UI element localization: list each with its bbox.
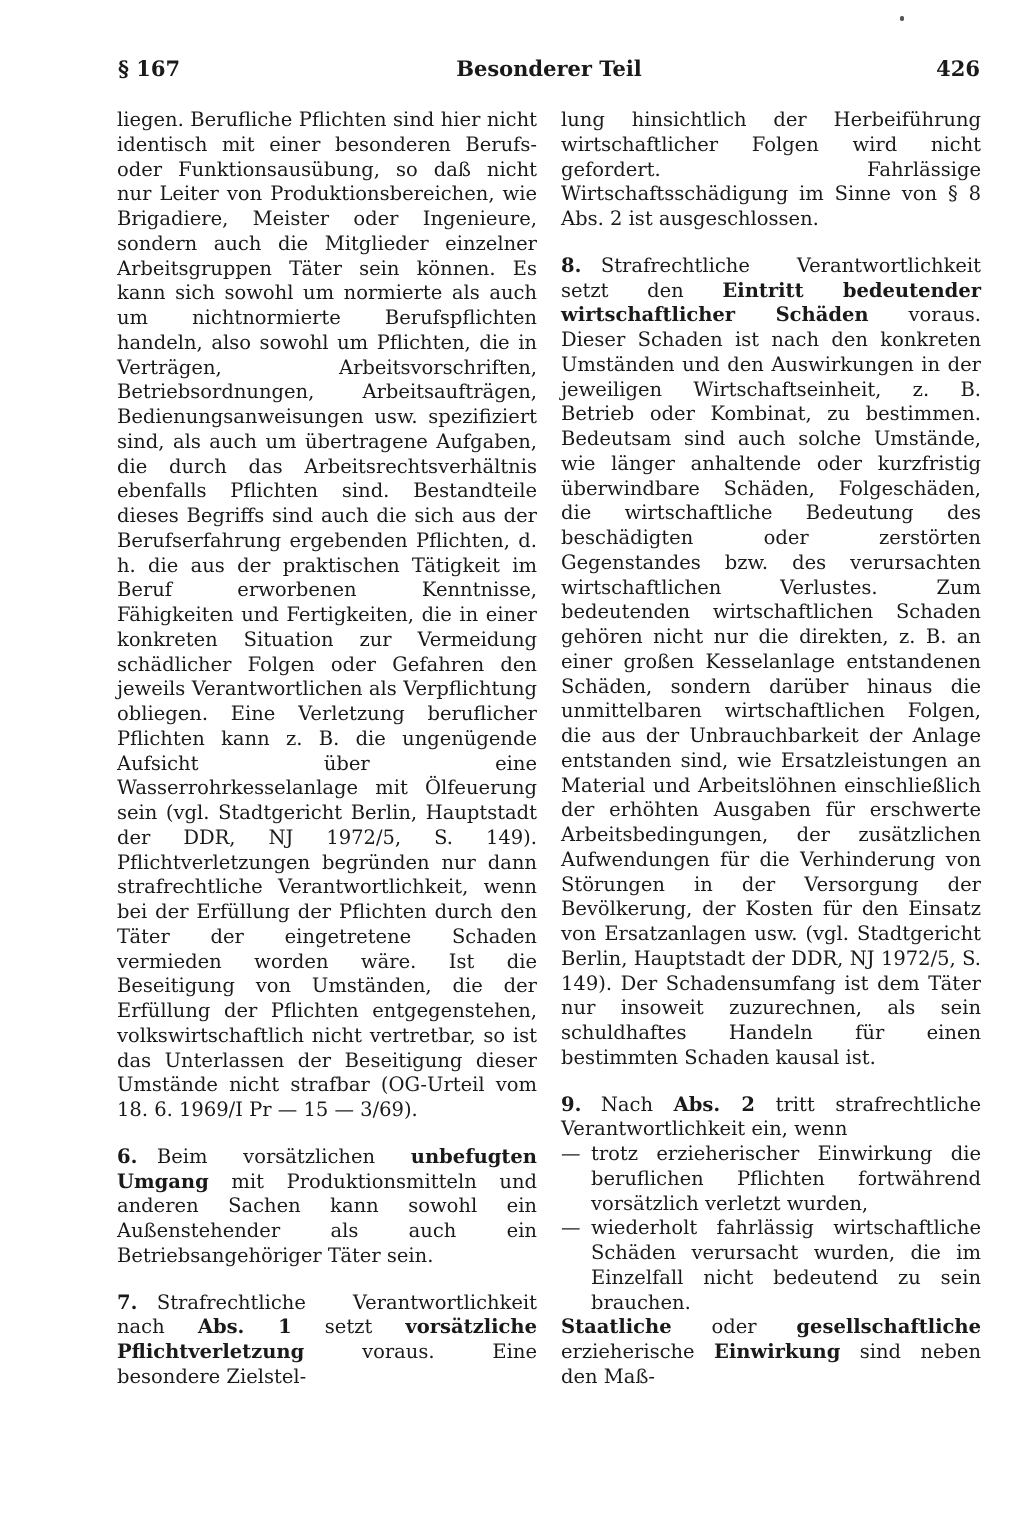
print-speck [900,16,904,21]
paragraph-text: sind neben den Maß- [561,1340,982,1388]
paragraph-text: setzt [324,1315,373,1339]
paragraph-text: oder [711,1315,757,1339]
paragraph-text: voraus. Eine besondere Zielstel- [117,1340,537,1388]
paragraph-9 [561,1093,981,1143]
paragraph-8 [561,254,981,1071]
page-header [118,56,980,88]
emphasis: Einwirkung [713,1340,841,1363]
paragraph-number: 8. [561,253,582,277]
paragraph-number: 7. [117,1290,138,1314]
dash-list [561,1142,981,1315]
paragraph-continuation: lung hinsichtlich der Herbeiführung wirtschaftlicher Folgen wird nicht gefordert. Fahrlässige Wirtschaftsschädigung im Sinne von § 8 Abs. 2 ist ausgeschlossen. [561,108,981,230]
paragraph-number: 6. [117,1144,138,1168]
emphasis: Abs. 1 [197,1315,292,1339]
paragraph-closing [561,1315,981,1389]
paragraph-number: 9. [561,1092,582,1116]
paragraph-continuation: liegen. Berufliche Pflichten sind hier nicht identisch mit einer besonderen Berufs- oder Funktionsausübung, so daß nicht nur Leiter von Produktionsbereichen, wie Brigadiere, Meister oder Ingenieure, sondern auch die Mitglieder einzelner Arbeitsgruppen Täter sein können. Es kann sich sowohl um normierte als auch um nichtnormierte Berufspflichten handeln, also sowohl um Pflichten, die in Verträgen, Arbeitsvorschriften, Betriebsordnungen, Arbeitsaufträgen, Bedienungsanweisungen usw. spezifiziert sind, als auch um übertragene Aufgaben, die durch das Arbeitsrechtsverhältnis ebenfalls Pflichten sind. Bestandteile dieses Begriffs sind auch die sich aus der Berufserfahrung ergebenden Pflichten, d. h. die aus der praktischen Tätigkeit im Beruf erworbenen Kenntnisse, Fähigkeiten und Fertigkeiten, die in einer konkreten Situation zur Vermeidung schädlicher Folgen oder Gefahren den jeweils Verantwortlichen als Verpflichtung obliegen. Eine Verletzung beruflicher Pflichten kann z. B. die ungenügende Aufsicht über eine Wasserrohrkesselanlage mit Ölfeuerung sein (vgl. Stadtgericht Berlin, Hauptstadt der DDR, NJ 1972/5, S. 149). Pflichtverletzungen begründen nur dann strafrechtliche Verantwortlichkeit, wenn bei der Erfüllung der Pflichten durch den Täter der eingetretene Schaden vermieden worden wäre. Ist die Beseitigung von Umständen, die der Erfüllung der Pflichten entgegenstehen, volkswirtschaftlich nicht vertretbar, so ist das Unterlassen der Beseitigung dieser Umstände nicht strafbar (OG-Urteil vom 18. 6. 1969/I Pr — 15 — 3/69). [117,108,537,1121]
paragraph-text: erzieherische [561,1340,695,1363]
paragraph-7 [117,1291,537,1390]
emphasis: unbefugten Umgang [117,1144,537,1193]
running-title: Besonderer Teil [456,56,642,81]
list-item: — trotz erzieherischer Einwirkung die beruflichen Pflichten fortwährend vorsätzlich verletzt wurden, [561,1142,981,1216]
paragraph-text: voraus. Dieser Schaden ist nach den konkreten Umständen und den Auswirkungen in der jeweiligen Wirtschaftseinheit, z. B. Betrieb oder Kombinat, zu bestimmen. Bedeutsam sind auch solche Umstände, wie länger anhaltende oder kurzfristig überwindbare Schäden, Folgeschäden, die wirtschaftliche Bedeutung des beschädigten oder zerstörten Gegenstandes bzw. des verursachten wirtschaftlichen Verlustes. Zum bedeutenden wirtschaftlichen Schaden gehören nicht nur die direkten, z. B. an einer großen Kesselanlage entstandenen Schäden, sondern darüber hinaus die unmittelbaren wirtschaftlichen Folgen, die aus der Unbrauchbarkeit der Anlage entstanden sind, wie Ersatzleistungen an Material und Arbeitslöhnen einschließlich der erhöhten Ausgaben für erschwerte Arbeitsbedingungen, der zusätzlichen Aufwendungen für die Verhinderung von Störungen in der Versorgung der Bevölkerung, der Kosten für den Einsatz von Ersatzanlagen usw. (vgl. Stadtgericht Berlin, Hauptstadt der DDR, NJ 1972/5, S. 149). Der Schadensumfang ist dem Täter nur insoweit zuzurechnen, als sein schuldhaftes Handeln für einen bestimmten Schaden kausal ist. [561,303,981,1069]
paragraph-text: Beim vorsätzlichen [156,1144,376,1168]
emphasis: gesellschaftliche [796,1315,981,1339]
paragraph-text: Strafrechtliche Verantwortlichkeit setzt den [561,253,981,302]
emphasis: Staatliche [561,1315,672,1339]
page-number: 426 [936,56,980,81]
emphasis: Abs. 2 [673,1092,755,1116]
left-column [117,108,537,1390]
paragraph-6 [117,1145,537,1269]
paragraph-text: mit Produktionsmitteln und anderen Sachen kann sowohl ein Außenstehender als auch ein Betriebsangehöriger Täter sein. [117,1169,538,1267]
emphasis: Eintritt bedeutender wirtschaftlicher Schäden [561,278,981,327]
emphasis: vorsätzliche Pflichtverletzung [117,1315,537,1363]
paragraph-text: Strafrechtliche Verantwortlichkeit nach [117,1290,537,1339]
paragraph-text: tritt strafrechtliche Verantwortlichkeit ein, wenn [561,1092,982,1141]
list-item: — wiederholt fahrlässig wirtschaftliche Schäden verursacht wurden, die im Einzelfall nicht bedeutend zu sein brauchen. [561,1216,981,1315]
section-number: § 167 [118,56,181,81]
paragraph-text: Nach [600,1092,654,1116]
right-column [561,108,981,1390]
